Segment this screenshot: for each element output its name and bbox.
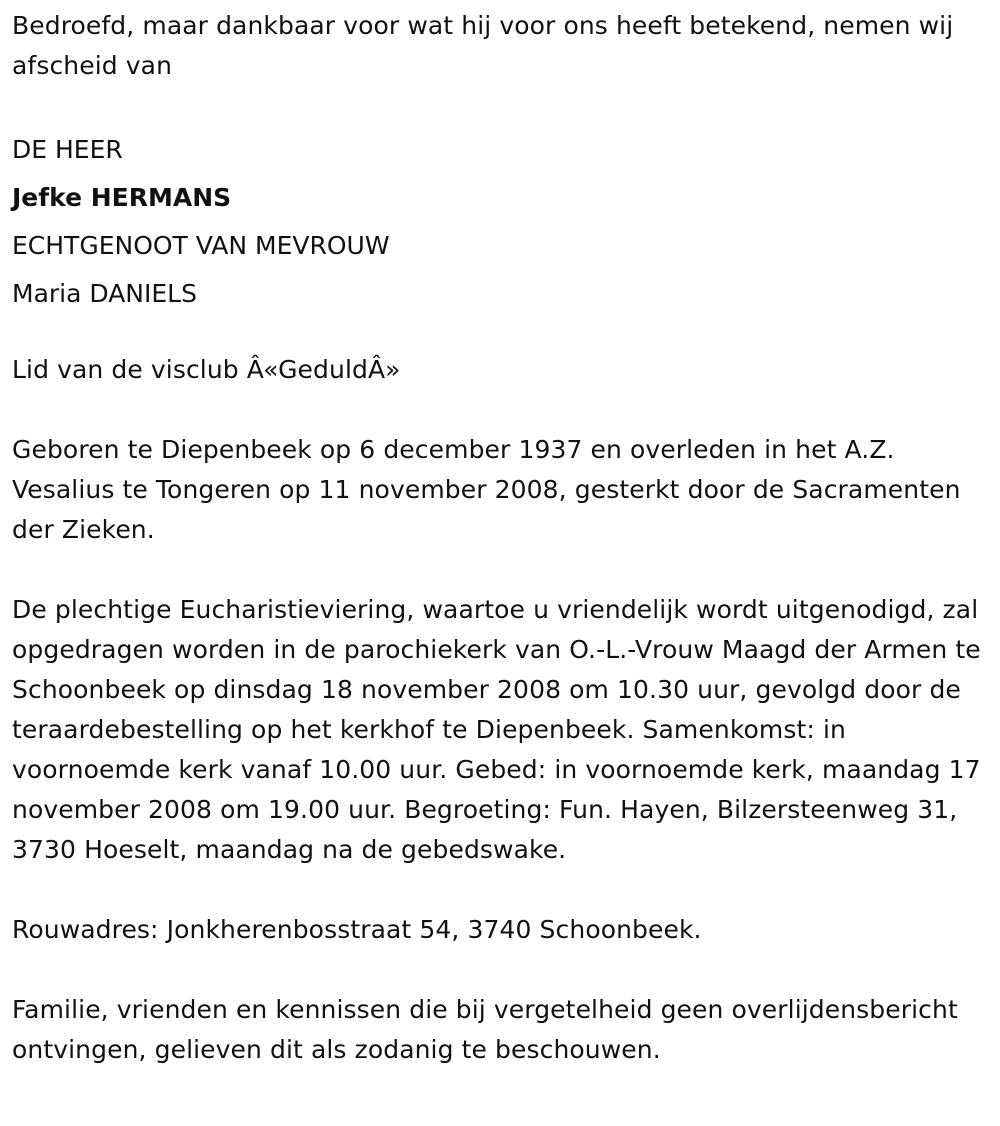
spouse-title: ECHTGENOOT VAN MEVROUW [12,231,390,260]
intro-text: Bedroefd, maar dankbaar voor wat hij voor ons heeft betekend, nemen wij afscheid van [12,11,954,80]
membership-text: Lid van de visclub Â«GeduldÂ» [12,355,401,384]
spacer [12,870,990,910]
spouse-name: Maria DANIELS [12,279,197,308]
birth-death-text: Geboren te Diepenbeek op 6 december 1937 en overleden in het A.Z. Vesalius te Tongeren op 11 november 2008, gesterkt door de Sacramenten der Zieken. [12,435,961,544]
deceased-name: Jefke HERMANS [12,183,232,212]
closing-text: Familie, vrienden en kennissen die bij vergetelheid geen overlijdensbericht ontvingen, gelieven dit als zodanig te beschouwen. [12,995,958,1064]
spacer [12,86,990,126]
address-text: Rouwadres: Jonkherenbosstraat 54, 3740 Schoonbeek. [12,915,702,944]
spacer [12,318,990,350]
salutation: DE HEER [12,135,123,164]
spacer [12,550,990,590]
ceremony-text: De plechtige Eucharistieviering, waartoe u vriendelijk wordt uitgenodigd, zal opgedragen worden in de parochiekerk van O.-L.-Vrouw Maagd der Armen te Schoonbeek op dinsdag 18 november 2008 om 10.30 uur, gevolgd door de teraardebestelling op het kerkhof te Diepenbeek. Samenkomst: in voornoemde kerk vanaf 10.00 uur. Gebed: in voornoemde kerk, maandag 17 november 2008 om 19.00 uur. Begroeting: Fun. Hayen, Bilzersteenweg 31, 3730 Hoeselt, maandag na de gebedswake. [12,595,981,864]
spacer [12,950,990,990]
spacer [12,390,990,430]
